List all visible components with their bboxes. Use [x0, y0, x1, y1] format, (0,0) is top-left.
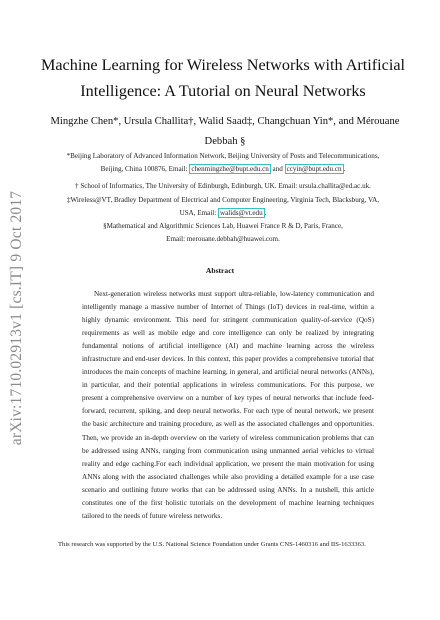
abstract-heading: Abstract: [205, 266, 235, 275]
email-link-ccyin[interactable]: ccyin@bupt.edu.cn: [286, 165, 342, 173]
affiliation-virginia-tech: [58, 194, 388, 220]
paper-title: [36, 52, 410, 104]
affiliation-vt-line1: ‡Wireless@VT, Bradley Department of Electrical and Computer Engineering, Virginia Tech, Blacksburg, VA,: [66, 196, 380, 204]
affiliation-bupt-email-prefix: Beijing, China 100876, Email:: [100, 165, 188, 173]
arxiv-identifier: arXiv:1710.02913v1 [cs.IT] 9 Oct 2017: [8, 190, 25, 446]
authors-line-1: Mingzhe Chen*, Ursula Challita†, Walid Saad‡, Changchuan Yin*, and Mérouane: [50, 116, 400, 127]
email-link-chenmingzhe[interactable]: chenmingzhe@bupt.edu.cn: [191, 165, 269, 173]
author-list: [50, 112, 400, 152]
affiliation-vt-end: .: [264, 209, 267, 217]
funding-footnote: This research was supported by the U.S. National Science Foundation under Grants CNS-1460316 and IIS-1633363.: [58, 541, 366, 548]
abstract-body: Next-generation wireless networks must support ultra-reliable, low-latency communication and intelligently manage a massive number of Internet of Things (IoT) devices in real-time, within a highly dynamic environment. This need for stringent communication quality-of-service (QoS) requirements as well as mobile edge and core intelligence can only be realized by integrating fundamental notions of artificial intelligence (AI) and machine learning across the wireless infrastructure and end-user devices. In this context, this paper provides a comprehensive tutorial that introduces the main concepts of machine learning, in general, and artificial neural networks (ANNs), in particular, and their potential applications in wireless communications. For this purpose, we present a comprehensive overview on a number of key types of neural networks that include feed-forward, recurrent, spiking, and deep neural networks. For each type of neural network, we present the basic architecture and training procedure, as well as the associated challenges and opportunities. Then, we provide an in-depth overview on the variety of wireless communication problems that can be addressed using ANNs, ranging from communication using unmanned aerial vehicles to virtual reality and edge caching.For each individual application, we present the main motivation for using ANNs along with the associated challenges while also providing a detailed example for a use case scenario and outlining future works that can be addressed using ANNs. In a nutshell, this article constitutes one of the first holistic tutorials on the development of machine learning techniques tailored to the needs of future wireless networks.: [82, 290, 374, 520]
affiliation-bupt-line2: [58, 163, 388, 176]
affiliation-vt-line2: [58, 207, 388, 220]
title-line-2: Intelligence: A Tutorial on Neural Networks: [80, 82, 366, 100]
authors-line-2: Debbah §: [204, 136, 246, 147]
affiliation-bupt-line1: *Beijing Laboratory of Advanced Information Network, Beijing University of Posts and Telecommunications,: [66, 152, 380, 160]
affiliation-bupt: [58, 150, 388, 176]
affiliation-huawei-line1: §Mathematical and Algorithmic Sciences Lab, Huawei France R & D, Paris, France,: [103, 222, 343, 230]
affiliation-bupt-end: .: [343, 165, 346, 173]
affiliation-edinburgh: † School of Informatics, The University of Edinburgh, Edinburgh, UK. Email: ursula.challita@ed.ac.uk.: [75, 182, 371, 190]
affiliation-huawei: [58, 220, 388, 246]
affiliation-huawei-line2: Email: merouane.debbah@huawei.com.: [166, 235, 280, 243]
arxiv-sidebar: [4, 168, 30, 468]
email-link-walids[interactable]: walids@vt.edu: [220, 209, 263, 217]
affiliation-bupt-and: and: [272, 165, 283, 173]
title-line-1: Machine Learning for Wireless Networks with Artificial: [40, 56, 406, 74]
affiliation-vt-email-prefix: USA, Email:: [179, 209, 217, 217]
